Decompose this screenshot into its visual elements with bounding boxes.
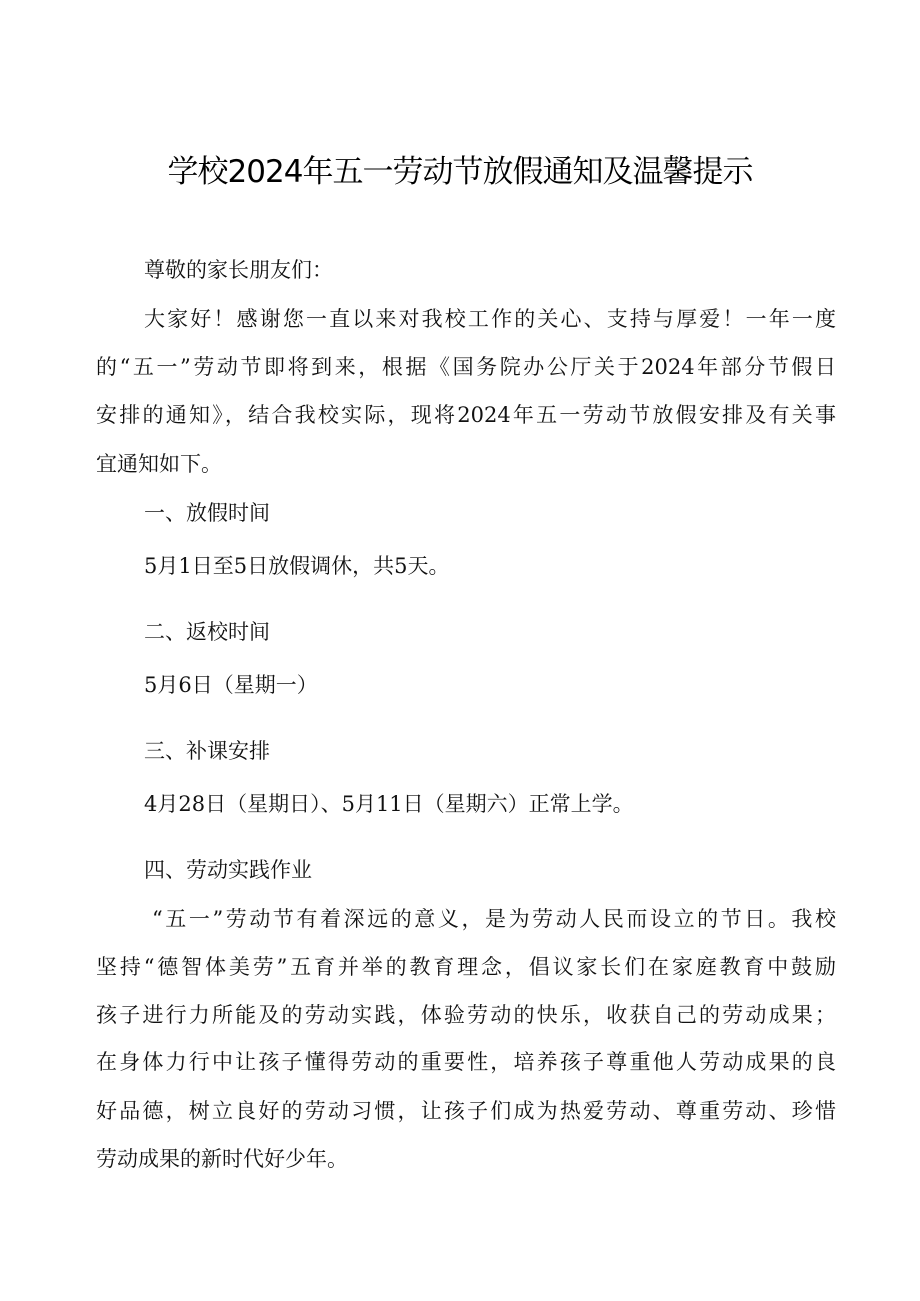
practice-line: “五一”劳动节有着深远的意义，是为劳动人民而设立的节日。我校 <box>152 907 836 931</box>
practice-line: 好品德，树立良好的劳动习惯，让孩子们成为热爱劳动、尊重劳动、珍惜 <box>96 1099 836 1123</box>
section-body: 4月28日（星期日）、5月11日（星期六）正常上学。 <box>144 792 634 816</box>
section-body: 5月6日（星期一） <box>144 673 318 697</box>
practice-line: 孩子进行力所能及的劳动实践，体验劳动的快乐，收获自己的劳动成果； <box>96 1003 836 1027</box>
section-heading: 二、返校时间 <box>144 620 270 644</box>
practice-line: 劳动成果的新时代好少年。 <box>96 1147 348 1171</box>
practice-line: 坚持“德智体美劳”五育并举的教育理念，倡议家长们在家庭教育中鼓励 <box>96 955 836 979</box>
document-title: 学校2024年五一劳动节放假通知及温馨提示 <box>167 154 753 190</box>
section-body: 5月1日至5日放假调休，共5天。 <box>144 554 450 578</box>
salutation: 尊敬的家长朋友们： <box>144 258 333 282</box>
intro-line: 的“五一”劳动节即将到来，根据《国务院办公厅关于2024年部分节假日 <box>96 355 836 379</box>
section-heading: 四、劳动实践作业 <box>144 858 312 882</box>
intro-line: 宜通知如下。 <box>96 452 222 476</box>
intro-line: 大家好！感谢您一直以来对我校工作的关心、支持与厚爱！一年一度 <box>144 307 836 331</box>
section-heading: 三、补课安排 <box>144 739 270 763</box>
intro-line: 安排的通知》，结合我校实际，现将2024年五一劳动节放假安排及有关事 <box>96 403 836 427</box>
section-heading: 一、放假时间 <box>144 501 270 525</box>
practice-line: 在身体力行中让孩子懂得劳动的重要性，培养孩子尊重他人劳动成果的良 <box>96 1050 836 1074</box>
